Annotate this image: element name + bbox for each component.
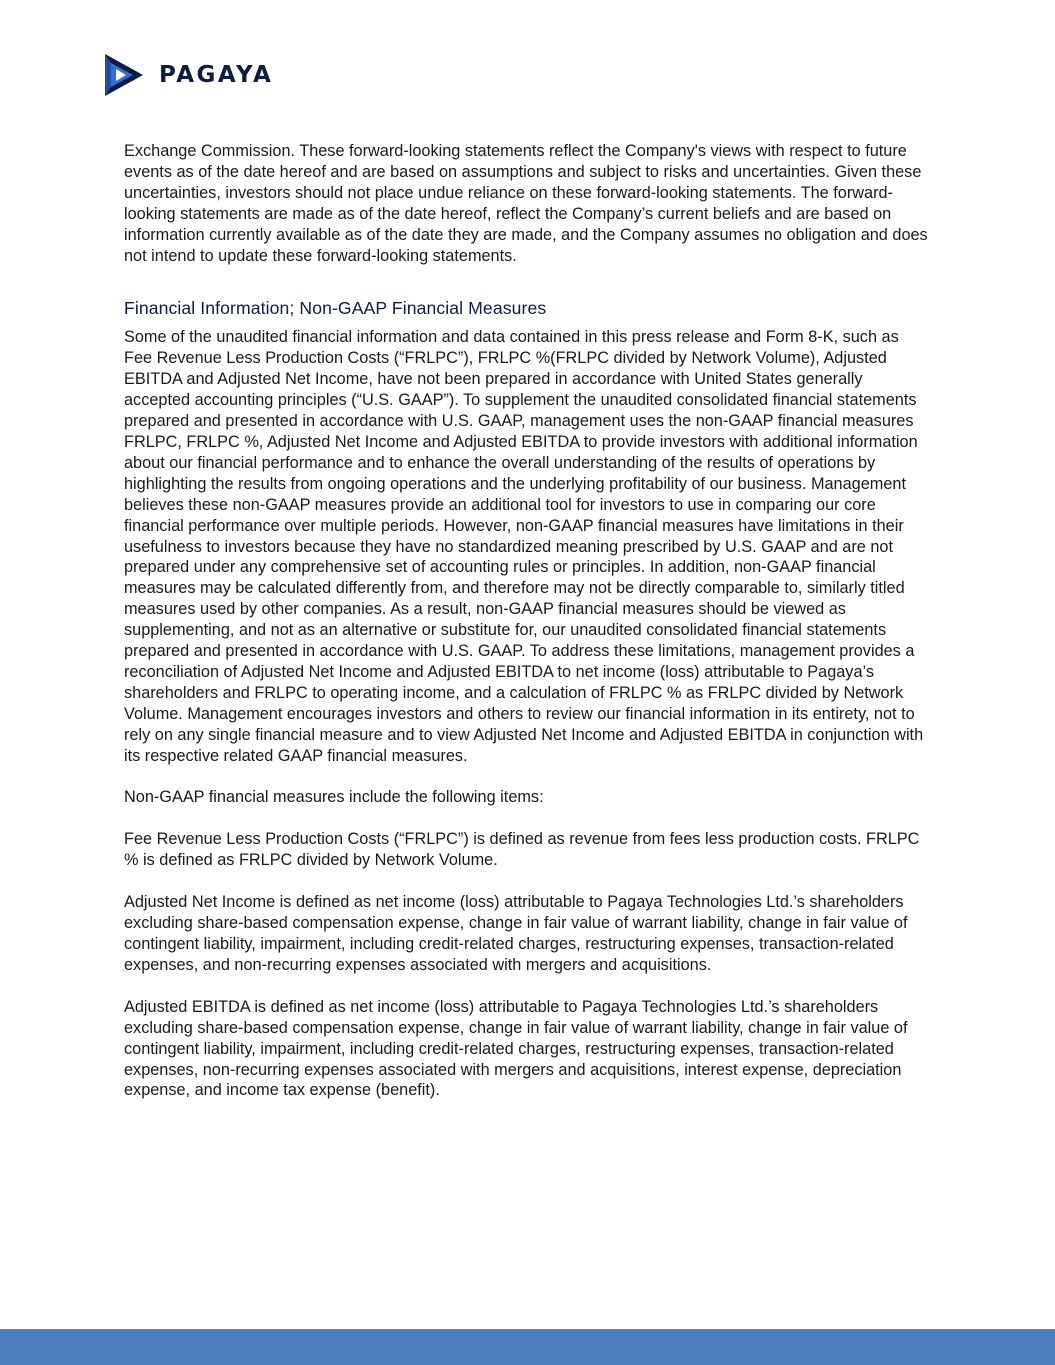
footer-bar xyxy=(0,1329,1055,1365)
document-body xyxy=(124,141,930,1101)
pagaya-triangle-logo-icon xyxy=(103,51,145,99)
intro-paragraph: Exchange Commission. These forward-looking statements reflect the Company's views with respect to future events as of the date hereof and are based on assumptions and subject to risks and uncertainties. Given these uncertainties, investors should not place undue reliance on these forward-looking statements. The forward-looking statements are made as of the date hereof, reflect the Company’s current beliefs and are based on information currently available as of the date they are made, and the Company assumes no obligation and does not intend to update these forward-looking statements. xyxy=(124,142,928,265)
brand-logo xyxy=(103,51,273,99)
non-gaap-paragraph: Some of the unaudited financial information and data contained in this press release and Form 8-K, such as Fee Revenue Less Production Costs (“FRLPC”), FRLPC %(FRLPC divided by Network Volume), Adjusted EBITDA and Adjusted Net Income, have not been prepared in accordance with United States generally accepted accounting principles (“U.S. GAAP”). To supplement the unaudited consolidated financial statements prepared and presented in accordance with U.S. GAAP, management uses the non-GAAP financial measures FRLPC, FRLPC %, Adjusted Net Income and Adjusted EBITDA to provide investors with additional information about our financial performance and to enhance the overall understanding of the results of operations by highlighting the results from ongoing operations and the underlying profitability of our business. Management believes these non-GAAP measures provide an additional tool for investors to use in comparing our core financial performance over multiple periods. However, non-GAAP financial measures have limitations in their usefulness to investors because they have no standardized meaning prescribed by U.S. GAAP and are not prepared under any comprehensive set of accounting rules or principles. In addition, non-GAAP financial measures may be calculated differently from, and therefore may not be directly comparable to, similarly titled measures used by other companies. As a result, non-GAAP financial measures should be viewed as supplementing, and not as an alternative or substitute for, our unaudited consolidated financial statements prepared and presented in accordance with U.S. GAAP. To address these limitations, management provides a reconciliation of Adjusted Net Income and Adjusted EBITDA to net income (loss) attributable to Pagaya’s shareholders and FRLPC to operating income, and a calculation of FRLPC % as FRLPC divided by Network Volume. Management encourages investors and others to review our financial information in its entirety, not to rely on any single financial measure and to view Adjusted Net Income and Adjusted EBITDA in conjunction with its respective related GAAP financial measures. xyxy=(124,328,924,765)
adjusted-ebitda-definition: Adjusted EBITDA is defined as net income (loss) attributable to Pagaya Technologies Ltd.’s shareholders excluding share-based compensation expense, change in fair value of warrant liability, change in fair value of contingent liability, impairment, including credit-related charges, restructuring expenses, transaction-related expenses, non-recurring expenses associated with mergers and acquisitions, interest expense, depreciation expense, and income tax expense (benefit). xyxy=(124,997,908,1100)
section-heading: Financial Information; Non-GAAP Financial Measures xyxy=(124,298,547,319)
brand-name: PAGAYA xyxy=(159,62,274,88)
frlpc-definition: Fee Revenue Less Production Costs (“FRLPC”) is defined as revenue from fees less production costs. FRLPC % is defined as FRLPC divided by Network Volume. xyxy=(124,830,920,870)
adjusted-net-income-definition: Adjusted Net Income is defined as net income (loss) attributable to Pagaya Technologies Ltd.’s shareholders excluding share-based compensation expense, change in fair value of warrant liability, change in fair value of contingent liability, impairment, including credit-related charges, restructuring expenses, transaction-related expenses, and non-recurring expenses associated with mergers and acquisitions. xyxy=(124,893,908,974)
items-intro: Non-GAAP financial measures include the following items: xyxy=(124,788,544,807)
